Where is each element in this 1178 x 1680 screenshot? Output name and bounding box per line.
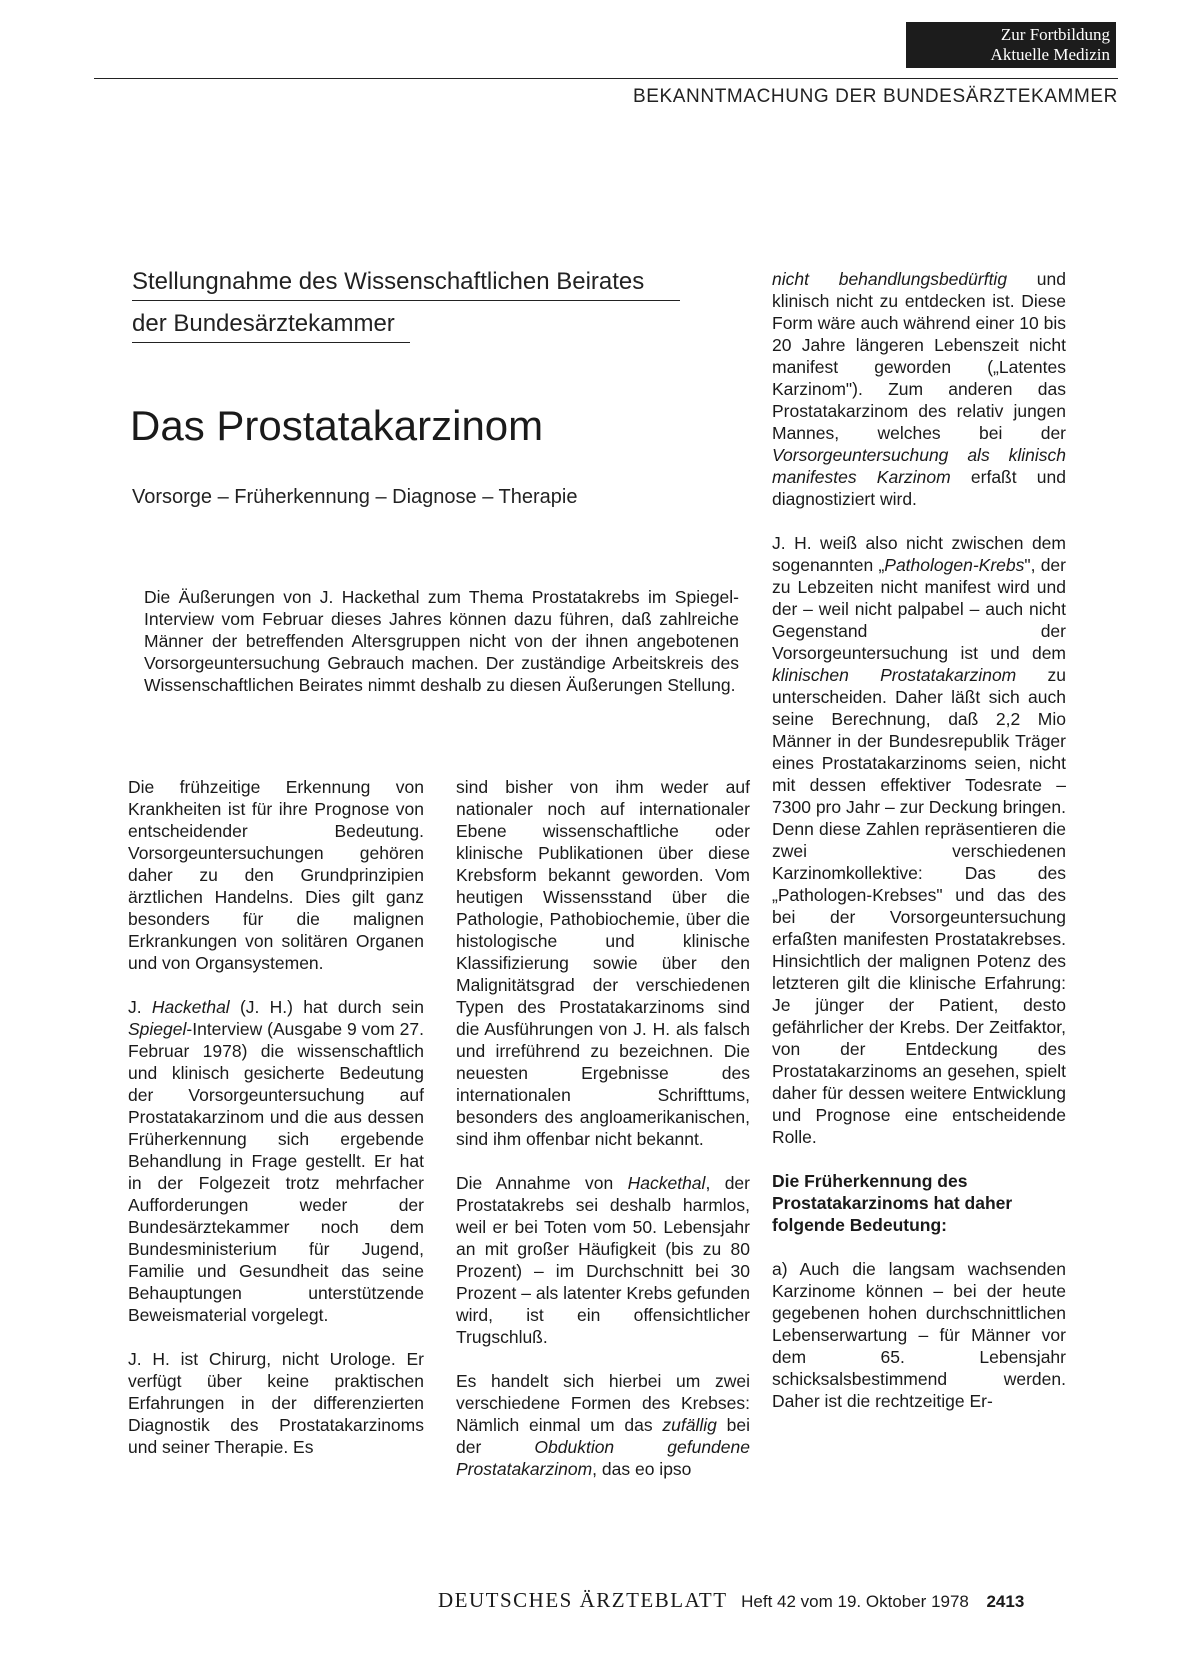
text-run: Es handelt sich hierbei um zwei verschiedene Formen des Krebses: Nämlich einmal um das	[456, 1371, 750, 1435]
issue-info: Heft 42 vom 19. Oktober 1978	[741, 1592, 969, 1611]
col3-paragraph-3: a) Auch die langsam wachsenden Karzinome können – bei der heute gegebenen hohen durchschnittlichen Lebenserwartung – für Männer vor dem 65. Lebensjahr schicksalsbestimmend werden. Daher ist die rechtzeitige Er-	[772, 1259, 1066, 1411]
col2-paragraph-2	[456, 1172, 750, 1348]
italic-term: Obduktion gefundene Prostatakarzinom	[456, 1437, 750, 1479]
italic-term: klinischen Prostatakarzinom	[772, 665, 1017, 685]
italic-term: nicht behandlungsbedürftig	[772, 269, 1008, 289]
text-run: (J. H.) hat durch sein	[229, 997, 424, 1017]
badge-line-2: Aktuelle Medizin	[990, 45, 1110, 64]
col1-paragraph-1: Die frühzeitige Erkennung von Krankheiten ist für ihre Prognose von entscheidender Bedeutung. Vorsorgeuntersuchungen gehören daher zu den Grundprinzipien ärztlichen Handelns. Dies gilt ganz besonders für die malignen Erkrankungen von solitären Organen und von Organsystemen.	[128, 777, 424, 973]
text-run: ", der zu Lebzeiten nicht manifest wird und der – weil nicht palpabel – auch nicht Gegenstand der Vorsorgeuntersuchung ist und dem	[772, 555, 1066, 663]
kicker-line-2: der Bundesärztekammer	[132, 310, 410, 343]
journal-name: DEUTSCHES ÄRZTEBLATT	[438, 1588, 728, 1612]
column-3	[772, 268, 1066, 1434]
italic-term: Vorsorgeuntersuchung als klinisch manifestes Karzinom	[772, 445, 1066, 487]
text-run: , der Prostatakrebs sei deshalb harmlos, weil er bei Toten vom 50. Lebensjahr an mit großer Häufigkeit (bis zu 80 Prozent) – im Durchschnitt bei 30 Prozent – als latenter Krebs gefunden wird, ist ein offensichtlicher Trugschluß.	[456, 1173, 750, 1347]
kicker-line-1: Stellungnahme des Wissenschaftlichen Beirates	[132, 268, 680, 301]
section-badge	[906, 22, 1116, 68]
page-footer	[438, 1588, 1024, 1613]
text-run: bei der	[456, 1415, 751, 1457]
italic-name: Hackethal	[627, 1173, 706, 1193]
badge-line-1: Zur Fortbildung	[1000, 25, 1110, 44]
text-run: , das eo ipso	[592, 1459, 692, 1479]
italic-term: zufällig	[662, 1415, 717, 1435]
column-1	[128, 776, 424, 1480]
col2-paragraph-1: sind bisher von ihm weder auf nationaler noch auf internationaler Ebene wissenschaftliche oder klinische Publikationen über diese Krebsform bekannt geworden. Vom heutigen Wissensstand über die Pathologie, Pathobiochemie, über die histologische und klinische Klassifizierung sowie über den Malignitätsgrad der verschiedenen Typen des Prostatakarzinoms sind die Ausführungen von J. H. als falsch und irreführend zu bezeichnen. Die neuesten Ergebnisse des internationalen Schrifttums, besonders des angloamerikanischen, sind ihm offenbar nicht bekannt.	[456, 777, 750, 1149]
italic-magazine: Spiegel	[128, 1019, 187, 1039]
text-run: erfaßt und diagnostiziert wird.	[772, 467, 1066, 509]
text-run: J.	[128, 997, 152, 1017]
section-heading: Die Früherkennung des Prostatakarzinoms hat daher folgende Bedeutung:	[772, 1171, 1013, 1235]
text-run: Die Annahme von	[456, 1173, 628, 1193]
notice-label: BEKANNTMACHUNG DER BUNDESÄRZTEKAMMER	[632, 86, 1118, 107]
text-run: -Interview (Ausgabe 9 vom 27. Februar 1978) die wissenschaftlich und klinisch gesicherte Bedeutung der Vorsorgeuntersuchung auf Prostatakarzinom und die aus dessen Früherkennung sich ergebende Behandlung in Frage gestellt. Er hat in der Folgezeit trotz mehrfacher Aufforderungen weder der Bundesärztekammer noch dem Bundesministerium für Jugend, Familie und Gesundheit das seine Behauptungen unterstützende Beweismaterial vorgelegt.	[128, 1019, 424, 1325]
article-title: Das Prostatakarzinom	[130, 402, 544, 449]
text-run: J. H. weiß also nicht zwischen dem sogenannten „	[772, 533, 1066, 575]
col3-paragraph-1	[772, 268, 1066, 510]
page-number: 2413	[986, 1592, 1025, 1611]
article-subtitle: Vorsorge – Früherkennung – Diagnose – Therapie	[132, 486, 578, 508]
col2-paragraph-3	[456, 1370, 750, 1480]
text-run: zu unterscheiden. Daher läßt sich auch seine Berechnung, daß 2,2 Mio Männer in der Bundesrepublik Träger eines Prostatakarzinoms seien, nicht mit dessen effektiver Todesrate – 7300 pro Jahr – zur Deckung bringen. Denn diese Zahlen repräsentieren die zwei verschiedenen Karzinomkollektive: Das des „Pathologen-Krebses" und das des bei der Vorsorgeuntersuchung erfaßten manifesten Prostatakrebses. Hinsichtlich der malignen Potenz des letzteren gilt die klinische Erfahrung: Je jünger der Patient, desto gefährlicher der Krebs. Der Zeitfaktor, von der Entdeckung des Prostatakarzinoms an gesehen, spielt daher für dessen weitere Entwicklung und Prognose eine entscheidende Rolle.	[772, 665, 1066, 1147]
col1-paragraph-3: J. H. ist Chirurg, nicht Urologe. Er verfügt über keine praktischen Erfahrungen in der differenzierten Diagnostik des Prostatakarzinoms und seiner Therapie. Es	[128, 1349, 424, 1457]
italic-name: Hackethal	[151, 997, 230, 1017]
col3-paragraph-2	[772, 532, 1066, 1148]
col1-paragraph-2	[128, 996, 424, 1326]
header-rule	[94, 78, 1118, 79]
intro-paragraph: Die Äußerungen von J. Hackethal zum Thema Prostatakrebs im Spiegel-Interview vom Februar dieses Jahres können dazu führen, daß zahlreiche Männer der betreffenden Altersgruppen nicht von der ihnen angebotenen Vorsorgeuntersuchung Gebrauch machen. Der zuständige Arbeitskreis des Wissenschaftlichen Beirates nimmt deshalb zu diesen Äußerungen Stellung.	[144, 587, 739, 695]
italic-term: Pathologen-Krebs	[884, 555, 1025, 575]
text-run: und klinisch nicht zu entdecken ist. Diese Form wäre auch während einer 10 bis 20 Jahre längeren Lebenszeit nicht manifest geworden („Latentes Karzinom"). Zum anderen das Prostatakarzinom des relativ jungen Mannes, welches bei der	[772, 269, 1066, 443]
column-2	[456, 776, 750, 1502]
